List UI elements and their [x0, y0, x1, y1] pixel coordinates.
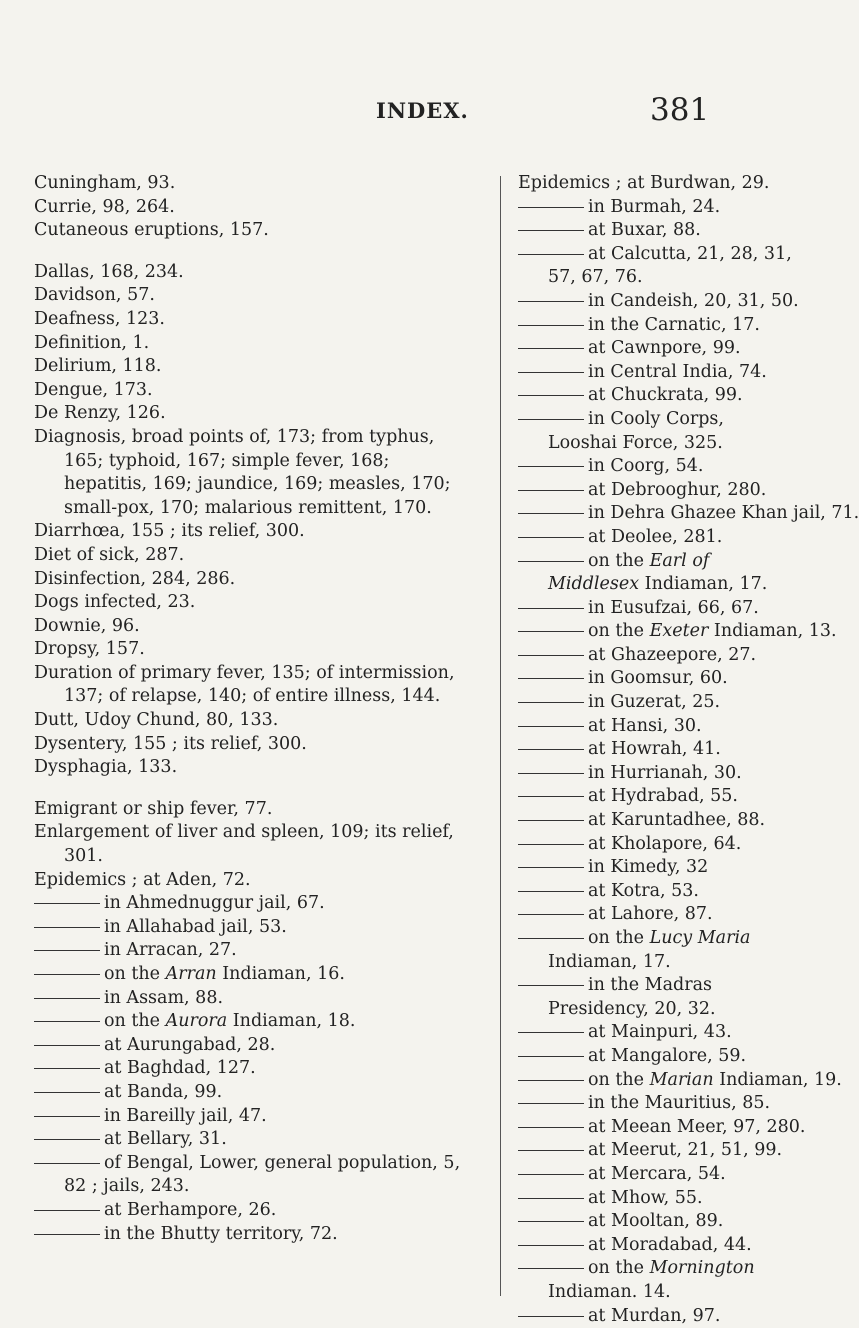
index-entry: Diet of sick, 287. — [34, 544, 470, 568]
index-entry: Delirium, 118. — [34, 355, 470, 379]
ditto-dash — [518, 230, 584, 231]
index-subentry: in Guzerat, 25. — [518, 691, 796, 715]
ditto-dash — [518, 608, 584, 609]
index-entry: Duration of primary fever, 135; of intermission, 137; of relapse, 140; of entire illness, 144. — [34, 662, 470, 709]
index-entry: Dysentery, 155 ; its relief, 300. — [34, 733, 470, 757]
ditto-dash — [518, 1316, 584, 1317]
index-subentry: in the Bhutty territory, 72. — [34, 1223, 470, 1247]
index-subentry: at Kholapore, 64. — [518, 833, 796, 857]
index-subentry: at Meerut, 21, 51, 99. — [518, 1139, 796, 1163]
index-column-right — [518, 172, 796, 1328]
ditto-dash — [518, 207, 584, 208]
index-subentry: in Candeish, 20, 31, 50. — [518, 290, 796, 314]
index-column-left — [34, 172, 470, 1246]
index-subentry: at Hydrabad, 55. — [518, 785, 796, 809]
index-subentry: at Baghdad, 127. — [34, 1057, 470, 1081]
ditto-dash — [518, 301, 584, 302]
ditto-dash — [518, 914, 584, 915]
ditto-dash — [518, 1150, 584, 1151]
index-subentry: in the Madras Presidency, 20, 32. — [518, 974, 796, 1021]
index-subentry: in Central India, 74. — [518, 361, 796, 385]
index-subentry: at Bellary, 31. — [34, 1128, 470, 1152]
index-subentry: on the Marian Indiaman, 19. — [518, 1069, 796, 1093]
ditto-dash — [518, 773, 584, 774]
ditto-dash — [518, 1127, 584, 1128]
ditto-dash — [34, 1163, 100, 1164]
index-entry: Deafness, 123. — [34, 308, 470, 332]
ditto-dash — [518, 1080, 584, 1081]
ditto-dash — [518, 466, 584, 467]
index-subentry: in Allahabad jail, 53. — [34, 916, 470, 940]
index-subentry: at Howrah, 41. — [518, 738, 796, 762]
index-subentry: in Ahmednuggur jail, 67. — [34, 892, 470, 916]
ditto-dash — [34, 903, 100, 904]
index-subentry: in the Carnatic, 17. — [518, 314, 796, 338]
ditto-dash — [518, 631, 584, 632]
index-subentry: at Debrooghur, 280. — [518, 479, 796, 503]
index-entry: Emigrant or ship fever, 77. — [34, 798, 470, 822]
index-subentry: in Cooly Corps, Looshai Force, 325. — [518, 408, 796, 455]
ditto-dash — [518, 561, 584, 562]
ditto-dash — [34, 974, 100, 975]
index-entry: Dutt, Udoy Chund, 80, 133. — [34, 709, 470, 733]
index-entry: Dropsy, 157. — [34, 638, 470, 662]
index-entry: Dengue, 173. — [34, 379, 470, 403]
ditto-dash — [518, 985, 584, 986]
index-entry: Diagnosis, broad points of, 173; from typhus, 165; typhoid, 167; simple fever, 168; hepatitis, 169; jaundice, 169; measles, 170; small-pox, 170; malarious remittent, 170. — [34, 426, 470, 520]
index-subentry: on the Aurora Indiaman, 18. — [34, 1010, 470, 1034]
index-subentry: at Kotra, 53. — [518, 880, 796, 904]
ditto-dash — [518, 419, 584, 420]
ditto-dash — [518, 325, 584, 326]
ditto-dash — [518, 938, 584, 939]
ditto-dash — [34, 1139, 100, 1140]
index-subentry: in Dehra Ghazee Khan jail, 71. — [518, 502, 796, 526]
ditto-dash — [518, 820, 584, 821]
index-subentry: at Moradabad, 44. — [518, 1234, 796, 1258]
index-entry: Epidemics ; at Aden, 72. — [34, 869, 470, 893]
index-subentry: at Hansi, 30. — [518, 715, 796, 739]
ditto-dash — [518, 395, 584, 396]
ditto-dash — [518, 1103, 584, 1104]
index-subentry: at Mooltan, 89. — [518, 1210, 796, 1234]
ship-name: Arran — [166, 964, 217, 984]
ditto-dash — [518, 1245, 584, 1246]
index-subentry: at Karuntadhee, 88. — [518, 809, 796, 833]
index-entry: Cutaneous eruptions, 157. — [34, 219, 470, 243]
index-subentry: at Buxar, 88. — [518, 219, 796, 243]
index-subentry: in Kimedy, 32 — [518, 856, 796, 880]
index-subentry: at Aurungabad, 28. — [34, 1034, 470, 1058]
ship-name: Lucy Maria — [650, 928, 751, 948]
index-subentry: at Meean Meer, 97, 280. — [518, 1116, 796, 1140]
index-subentry: on the Earl of Middlesex Indiaman, 17. — [518, 550, 796, 597]
ship-name: Aurora — [166, 1011, 228, 1031]
index-subentry: on the Exeter Indiaman, 13. — [518, 620, 796, 644]
index-subentry: of Bengal, Lower, general population, 5, 82 ; jails, 243. — [34, 1152, 470, 1199]
index-subentry: in the Mauritius, 85. — [518, 1092, 796, 1116]
index-subentry: at Banda, 99. — [34, 1081, 470, 1105]
ditto-dash — [518, 655, 584, 656]
index-subentry: at Mercara, 54. — [518, 1163, 796, 1187]
entry-gap — [34, 243, 470, 261]
page-header — [0, 92, 800, 152]
ditto-dash — [34, 1210, 100, 1211]
ditto-dash — [518, 490, 584, 491]
ditto-dash — [518, 1221, 584, 1222]
index-entry: Disinfection, 284, 286. — [34, 568, 470, 592]
index-entry: Diarrhœa, 155 ; its relief, 300. — [34, 520, 470, 544]
index-subentry: at Mangalore, 59. — [518, 1045, 796, 1069]
ditto-dash — [518, 1032, 584, 1033]
ship-name: Exeter — [650, 621, 709, 641]
index-subentry: in Eusufzai, 66, 67. — [518, 597, 796, 621]
index-subentry: in Bareilly jail, 47. — [34, 1105, 470, 1129]
entry-gap — [34, 780, 470, 798]
ditto-dash — [518, 749, 584, 750]
index-entry: Dallas, 168, 234. — [34, 261, 470, 285]
index-subentry: at Lahore, 87. — [518, 903, 796, 927]
index-entry: Dogs infected, 23. — [34, 591, 470, 615]
index-subentry: on the Mornington Indiaman. 14. — [518, 1257, 796, 1304]
ditto-dash — [518, 678, 584, 679]
index-entry: Currie, 98, 264. — [34, 196, 470, 220]
index-subentry: at Deolee, 281. — [518, 526, 796, 550]
ditto-dash — [518, 796, 584, 797]
ditto-dash — [518, 1268, 584, 1269]
ditto-dash — [518, 726, 584, 727]
index-entry: Davidson, 57. — [34, 284, 470, 308]
running-title: INDEX. — [376, 98, 469, 123]
ditto-dash — [34, 1116, 100, 1117]
index-subentry: in Burmah, 24. — [518, 196, 796, 220]
ditto-dash — [518, 702, 584, 703]
index-entry: Enlargement of liver and spleen, 109; its relief, 301. — [34, 821, 470, 868]
ditto-dash — [34, 998, 100, 999]
ditto-dash — [518, 513, 584, 514]
index-subentry: in Hurrianah, 30. — [518, 762, 796, 786]
index-entry: De Renzy, 126. — [34, 402, 470, 426]
index-subentry: in Goomsur, 60. — [518, 667, 796, 691]
index-entry: Epidemics ; at Burdwan, 29. — [518, 172, 796, 196]
index-subentry: at Murdan, 97. — [518, 1305, 796, 1328]
ditto-dash — [34, 1021, 100, 1022]
ditto-dash — [518, 891, 584, 892]
ditto-dash — [518, 348, 584, 349]
ditto-dash — [34, 927, 100, 928]
index-subentry: in Arracan, 27. — [34, 939, 470, 963]
ditto-dash — [518, 1056, 584, 1057]
ditto-dash — [34, 1234, 100, 1235]
ship-name: Mornington — [650, 1258, 755, 1278]
ditto-dash — [518, 844, 584, 845]
ship-name: Marian — [650, 1070, 714, 1090]
index-subentry: on the Arran Indiaman, 16. — [34, 963, 470, 987]
page-number: 381 — [650, 92, 709, 128]
ship-name: Earl of Middlesex — [548, 551, 709, 595]
ditto-dash — [518, 1198, 584, 1199]
ditto-dash — [34, 950, 100, 951]
index-subentry: at Mainpuri, 43. — [518, 1021, 796, 1045]
index-entry: Definition, 1. — [34, 332, 470, 356]
ditto-dash — [518, 372, 584, 373]
ditto-dash — [518, 537, 584, 538]
index-subentry: at Cawnpore, 99. — [518, 337, 796, 361]
column-divider — [500, 176, 501, 1296]
index-entry: Cuningham, 93. — [34, 172, 470, 196]
index-entry: Dysphagia, 133. — [34, 756, 470, 780]
index-entry: Downie, 96. — [34, 615, 470, 639]
ditto-dash — [34, 1092, 100, 1093]
ditto-dash — [518, 254, 584, 255]
ditto-dash — [34, 1068, 100, 1069]
index-subentry: at Calcutta, 21, 28, 31, 57, 67, 76. — [518, 243, 796, 290]
index-subentry: in Assam, 88. — [34, 987, 470, 1011]
index-subentry: at Chuckrata, 99. — [518, 384, 796, 408]
ditto-dash — [518, 867, 584, 868]
index-subentry: at Ghazeepore, 27. — [518, 644, 796, 668]
index-subentry: in Coorg, 54. — [518, 455, 796, 479]
ditto-dash — [34, 1045, 100, 1046]
index-subentry: at Mhow, 55. — [518, 1187, 796, 1211]
index-subentry: on the Lucy Maria Indiaman, 17. — [518, 927, 796, 974]
ditto-dash — [518, 1174, 584, 1175]
index-subentry: at Berhampore, 26. — [34, 1199, 470, 1223]
